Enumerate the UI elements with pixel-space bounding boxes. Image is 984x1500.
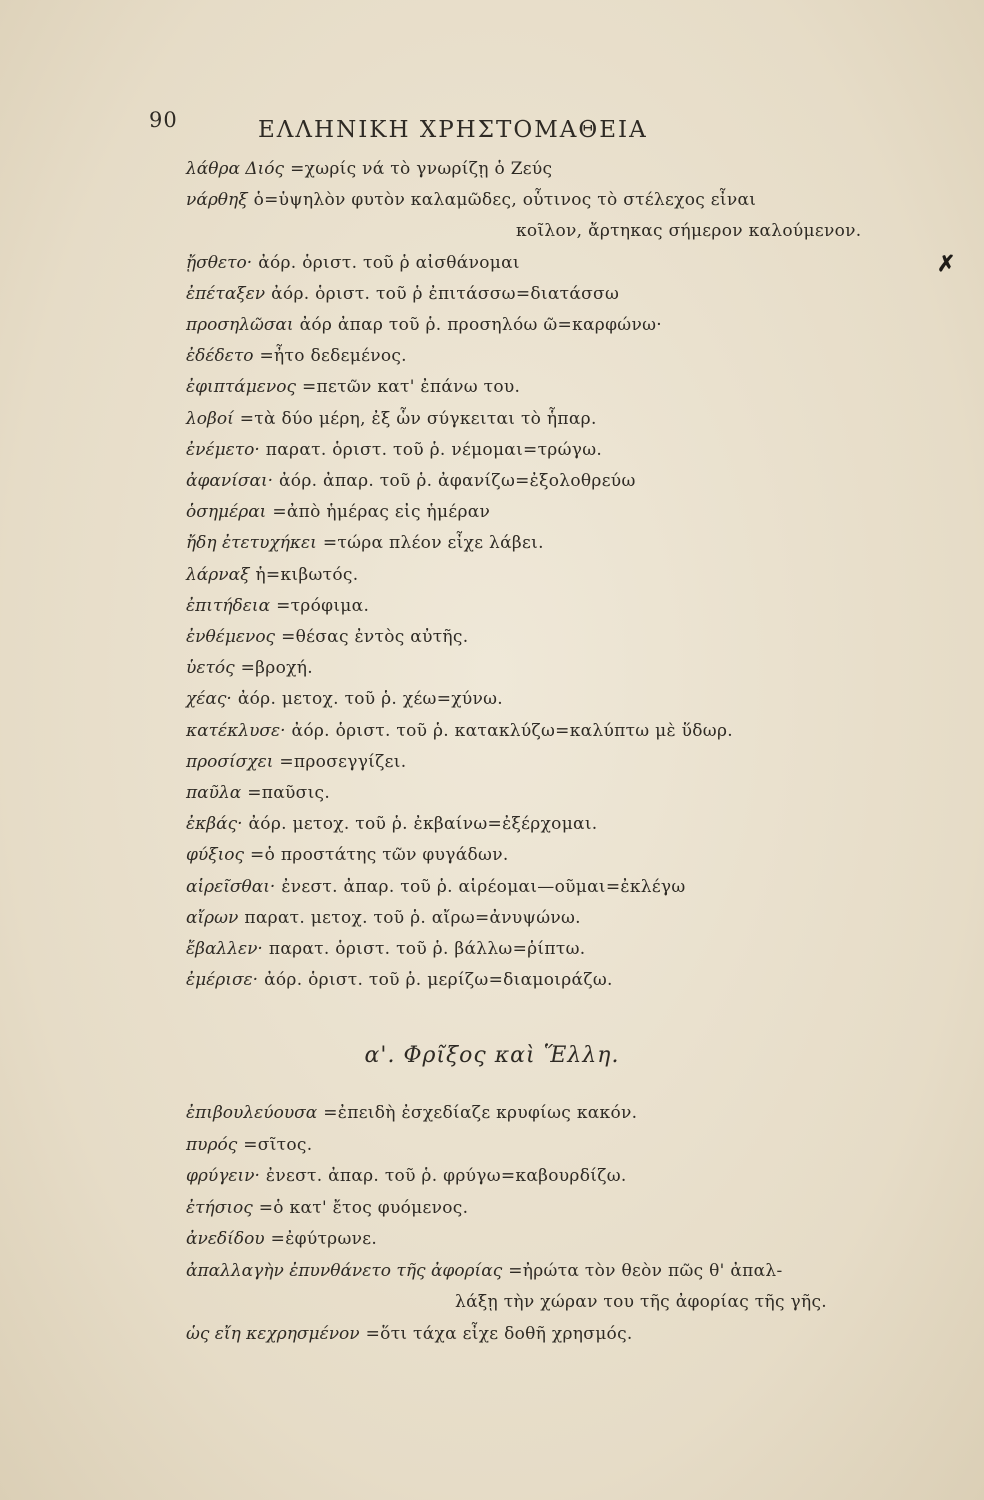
glossary-entry: [186, 1165, 627, 1187]
gloss: ἀόρ. ὁριστ. τοῦ ῥ αἰσθάνομαι: [258, 252, 520, 273]
margin-mark: ✗: [937, 251, 956, 277]
glossary-entry: [186, 376, 520, 398]
glossary-entry: [186, 907, 581, 929]
lemma: προσηλῶσαι: [186, 315, 294, 335]
glossary-entry: [455, 1291, 827, 1313]
lemma: ἐτήσιος: [186, 1197, 253, 1218]
glossary-entry: [186, 595, 369, 617]
gloss-continuation: λάξῃ τὴν χώραν του τῆς ἀφορίας τῆς γῆς.: [455, 1292, 827, 1312]
gloss: =ἠρώτα τὸν θεὸν πῶς θ' ἀπαλ-: [508, 1260, 783, 1281]
glossary-entry: [186, 252, 520, 274]
glossary-entry: [186, 1102, 637, 1124]
lemma: ἀνεδίδου: [186, 1229, 265, 1249]
gloss: =ἦτο δεδεμένος.: [259, 346, 407, 367]
lemma: κατέκλυσε·: [186, 720, 286, 741]
gloss: ἀόρ ἀπαρ τοῦ ῥ. προσηλόω ῶ=καρφώνω·: [299, 315, 662, 335]
lemma: φύξιος: [186, 845, 245, 866]
lemma: ἐπιτήδεια: [186, 595, 271, 616]
gloss: =σῖτος.: [243, 1134, 313, 1155]
gloss: =πετῶν κατ' ἐπάνω του.: [302, 377, 521, 398]
glossary-entry: [186, 751, 406, 773]
lemma: παῦλα: [186, 783, 242, 803]
lemma: ἐμέρισε·: [186, 970, 259, 991]
lemma: πυρός: [186, 1134, 238, 1155]
gloss: =ὁ προστάτης τῶν φυγάδων.: [250, 845, 509, 866]
glossary-entry: [186, 813, 598, 835]
gloss: =παῦσις.: [247, 783, 331, 803]
lemma: φρύγειν·: [186, 1166, 260, 1186]
glossary-entry: [186, 876, 686, 898]
glossary-entry: [186, 501, 490, 523]
gloss: ἀόρ. μετοχ. τοῦ ῥ. χέω=χύνω.: [237, 689, 503, 710]
gloss: =τρόφιμα.: [276, 595, 370, 616]
glossary-entry: [186, 189, 756, 211]
running-head: ΕΛΛΗΝΙΚΗ ΧΡΗΣΤΟΜΑΘΕΙΑ: [258, 117, 648, 143]
gloss: ἀόρ. ὁριστ. τοῦ ῥ ἐπιτάσσω=διατάσσω: [271, 283, 620, 304]
gloss: =τὰ δύο μέρη, ἐξ ὧν σύγκειται τὸ ἧπαρ.: [239, 408, 597, 429]
lemma: ὡς εἴη κεχρησμένον: [186, 1323, 360, 1344]
glossary-entry: [186, 938, 585, 960]
gloss: =ὁ κατ' ἔτος φυόμενος.: [258, 1197, 469, 1218]
gloss: παρατ. ὁριστ. τοῦ ῥ. βάλλω=ῥίπτω.: [268, 939, 586, 959]
gloss: παρατ. ὁριστ. τοῦ ῥ. νέμομαι=τρώγω.: [265, 439, 603, 460]
lemma: ἐφιπτάμενος: [186, 377, 297, 398]
gloss: ἡ=κιβωτός.: [255, 564, 359, 585]
gloss: =θέσας ἐντὸς αὐτῆς.: [281, 627, 469, 647]
glossary-entry: [186, 782, 330, 804]
glossary-entry: [186, 283, 619, 305]
lemma: αἱρεῖσθαι·: [186, 876, 276, 897]
lemma: ὑετός: [186, 658, 235, 679]
gloss: ἐνεστ. ἀπαρ. τοῦ ῥ. αἱρέομαι—οῦμαι=ἐκλέγω: [281, 876, 686, 897]
lemma: λάθρα Διός: [186, 159, 285, 179]
glossary-entry: [186, 969, 613, 991]
glossary-entry: [186, 626, 468, 648]
glossary-entry: [516, 220, 862, 242]
glossary-entry: [186, 345, 407, 367]
gloss: =ἐφύτρωνε.: [270, 1229, 378, 1249]
gloss: ἀόρ. ὁριστ. τοῦ ῥ. κατακλύζω=καλύπτω μὲ ὕδωρ.: [291, 720, 733, 741]
lemma: προσίσχει: [186, 751, 274, 772]
lemma: ἀπαλλαγὴν ἐπυνθάνετο τῆς ἀφορίας: [186, 1260, 503, 1281]
glossary-entry: [186, 470, 636, 492]
gloss-continuation: κοῖλον, ἄρτηκας σήμερον καλούμενον.: [516, 221, 862, 242]
glossary-entry: [186, 688, 503, 710]
gloss: παρατ. μετοχ. τοῦ ῥ. αἴρω=ἀνυψώνω.: [244, 907, 581, 928]
gloss: ἀόρ. ἀπαρ. τοῦ ῥ. ἀφανίζω=ἐξολοθρεύω: [279, 471, 636, 491]
gloss: =βροχή.: [240, 658, 313, 679]
glossary-entry: [186, 844, 509, 866]
lemma: ὁσημέραι: [186, 502, 267, 523]
glossary-entry: [186, 720, 733, 742]
glossary-entry: [186, 1228, 377, 1250]
lemma: αἴρων: [186, 907, 239, 928]
lemma: λάρναξ: [186, 564, 250, 585]
lemma: ἐκβάς·: [186, 814, 243, 835]
glossary-entry: [186, 657, 313, 679]
lemma: ἀφανίσαι·: [186, 471, 274, 491]
lemma: νάρθηξ: [186, 190, 248, 211]
glossary-entry: [186, 439, 602, 461]
glossary-entry: [186, 532, 544, 554]
lemma: ἐπιβουλεύουσα: [186, 1103, 318, 1123]
glossary-entry: [186, 1260, 783, 1282]
gloss: =ἐπειδὴ ἐσχεδίαζε κρυφίως κακόν.: [323, 1103, 638, 1123]
lemma: ἐδέδετο: [186, 346, 254, 367]
gloss: =ἀπὸ ἡμέρας εἰς ἡμέραν: [272, 502, 491, 523]
lemma: ἔβαλλεν·: [186, 939, 263, 959]
lemma: ᾔσθετο·: [186, 252, 253, 273]
lemma: χέας·: [186, 689, 232, 710]
lemma: ἐνθέμενος: [186, 627, 276, 647]
gloss: ἀόρ. ὁριστ. τοῦ ῥ. μερίζω=διαμοιράζω.: [264, 970, 613, 991]
gloss: ἀόρ. μετοχ. τοῦ ῥ. ἐκβαίνω=ἐξέρχομαι.: [248, 814, 598, 835]
lemma: λοβοί: [186, 408, 234, 429]
lemma: ἤδη ἐτετυχήκει: [186, 533, 317, 554]
lemma: ἐνέμετο·: [186, 439, 260, 460]
lemma: ἐπέταξεν: [186, 283, 266, 304]
glossary-entry: [186, 1323, 633, 1345]
gloss: ἐνεστ. ἀπαρ. τοῦ ῥ. φρύγω=καβουρδίζω.: [265, 1166, 627, 1186]
section-title: α'. Φρῖξος καὶ Ἕλλη.: [364, 1043, 620, 1068]
gloss: =προσεγγίζει.: [279, 751, 407, 772]
gloss: =ὅτι τάχα εἶχε δοθῆ χρησμός.: [365, 1323, 633, 1344]
glossary-entry: [186, 1134, 312, 1156]
gloss: ὁ=ὑψηλὸν φυτὸν καλαμῶδες, οὗτινος τὸ στέλεχος εἶναι: [253, 190, 757, 211]
glossary-entry: [186, 158, 552, 180]
gloss: =τώρα πλέον εἶχε λάβει.: [322, 533, 544, 554]
page-number: 90: [149, 108, 178, 132]
glossary-entry: [186, 564, 358, 586]
glossary-entry: [186, 314, 662, 336]
glossary-entry: [186, 408, 597, 430]
gloss: =χωρίς νά τὸ γνωρίζῃ ὁ Ζεύς: [290, 159, 553, 179]
glossary-entry: [186, 1197, 468, 1219]
